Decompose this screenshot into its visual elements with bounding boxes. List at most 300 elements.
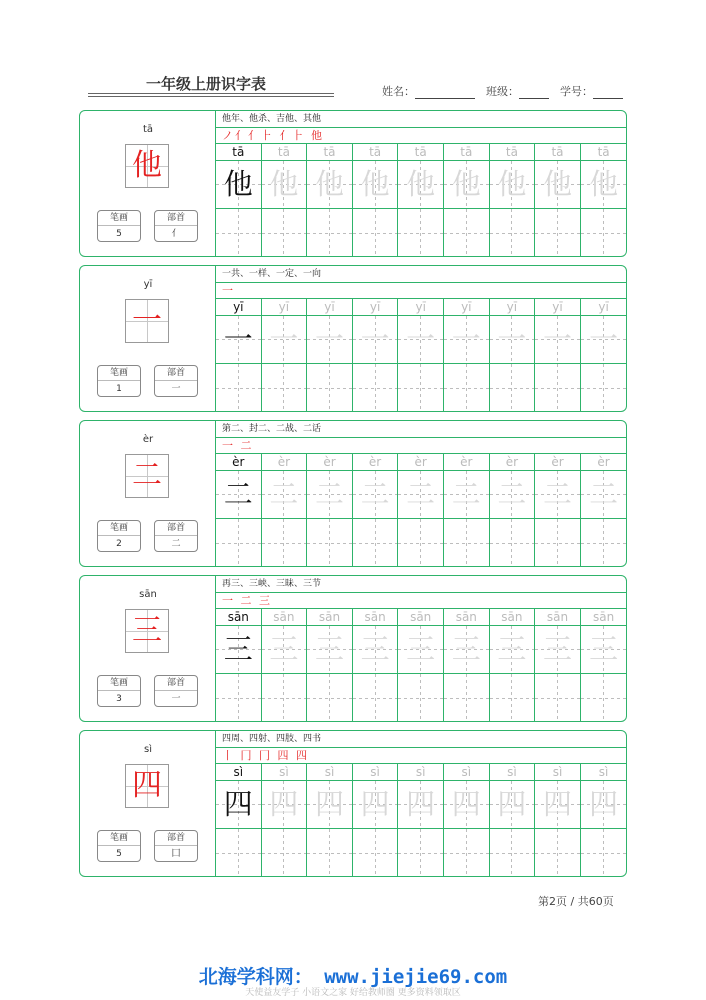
strokes-count: 1 bbox=[116, 384, 122, 394]
pinyin-trace: sì bbox=[353, 764, 398, 781]
empty-tianzige-box[interactable] bbox=[490, 364, 535, 412]
pinyin-trace: èr bbox=[535, 454, 580, 471]
tianzige-box[interactable] bbox=[535, 471, 580, 519]
tianzige-box[interactable] bbox=[353, 626, 398, 674]
char-display-box bbox=[125, 764, 169, 808]
tianzige-box[interactable] bbox=[262, 626, 307, 674]
footer-site[interactable]: 北海学科网： www.jiejie69.com bbox=[198, 966, 508, 988]
empty-tianzige-box[interactable] bbox=[581, 209, 627, 257]
pinyin-trace: sì bbox=[581, 764, 627, 781]
empty-tianzige-box[interactable] bbox=[444, 674, 489, 722]
char-main: 一 bbox=[132, 303, 162, 338]
tianzige-box[interactable] bbox=[216, 781, 261, 829]
pinyin-trace: tā bbox=[216, 144, 261, 161]
pinyin-trace: sì bbox=[398, 764, 443, 781]
empty-tianzige-box[interactable] bbox=[444, 519, 489, 567]
trace-char: 他 bbox=[314, 167, 344, 201]
char-main: 二 bbox=[132, 458, 162, 493]
practice-cell bbox=[262, 144, 308, 257]
strokes-box bbox=[97, 520, 141, 552]
pinyin-trace: èr bbox=[307, 454, 352, 471]
tianzige-box[interactable] bbox=[444, 161, 489, 209]
tianzige-box[interactable] bbox=[490, 626, 535, 674]
trace-char: 三 bbox=[542, 632, 572, 666]
empty-tianzige-box[interactable] bbox=[216, 209, 261, 257]
tianzige-box[interactable] bbox=[581, 626, 627, 674]
practice-cell bbox=[581, 144, 627, 257]
trace-char: 一 bbox=[589, 322, 619, 356]
char-pinyin: yī bbox=[143, 279, 153, 290]
tianzige-box[interactable] bbox=[444, 316, 489, 364]
char-card bbox=[79, 730, 627, 877]
tianzige-box[interactable] bbox=[262, 471, 307, 519]
pinyin-trace: èr bbox=[216, 454, 261, 471]
trace-char: 四 bbox=[497, 787, 527, 821]
empty-tianzige-box[interactable] bbox=[398, 209, 443, 257]
pinyin-trace: yī bbox=[216, 299, 261, 316]
practice-cell bbox=[398, 609, 444, 722]
tianzige-box[interactable] bbox=[444, 781, 489, 829]
tianzige-box[interactable] bbox=[216, 316, 261, 364]
practice-cell bbox=[216, 609, 262, 722]
trace-char: 他 bbox=[269, 167, 299, 201]
tianzige-box[interactable] bbox=[216, 161, 261, 209]
page-title: 一年级上册识字表 bbox=[146, 75, 267, 93]
empty-tianzige-box[interactable] bbox=[262, 829, 307, 877]
trace-char: 二 bbox=[451, 477, 481, 511]
practice-cell bbox=[307, 764, 353, 877]
trace-char: 一 bbox=[406, 322, 436, 356]
pinyin-trace: sì bbox=[490, 764, 535, 781]
practice-grid bbox=[216, 299, 627, 412]
strokes-label: 笔画 bbox=[98, 366, 140, 381]
practice-cell bbox=[490, 454, 536, 567]
example-words: 一共、一样、一定、一向 bbox=[216, 266, 627, 283]
pinyin-trace: tā bbox=[490, 144, 535, 161]
radical-label: 部首 bbox=[155, 831, 197, 846]
practice-cell bbox=[216, 299, 262, 412]
tianzige-box[interactable] bbox=[262, 316, 307, 364]
char-pinyin: sān bbox=[139, 589, 157, 600]
practice-cell bbox=[307, 144, 353, 257]
trace-char: 一 bbox=[451, 322, 481, 356]
tianzige-box[interactable] bbox=[535, 781, 580, 829]
empty-tianzige-box[interactable] bbox=[353, 674, 398, 722]
empty-tianzige-box[interactable] bbox=[581, 674, 627, 722]
pinyin-trace: tā bbox=[262, 144, 307, 161]
char-main: 三 bbox=[132, 613, 162, 648]
tianzige-box[interactable] bbox=[353, 471, 398, 519]
name-field bbox=[382, 83, 475, 99]
trace-char: 二 bbox=[269, 477, 299, 511]
empty-tianzige-box[interactable] bbox=[353, 209, 398, 257]
strokes-box bbox=[97, 675, 141, 707]
practice-grid bbox=[216, 609, 627, 722]
char-info-panel bbox=[80, 266, 216, 411]
pinyin-trace: sì bbox=[262, 764, 307, 781]
trace-char: 三 bbox=[497, 632, 527, 666]
practice-cell bbox=[535, 609, 581, 722]
tianzige-box[interactable] bbox=[444, 626, 489, 674]
practice-cell bbox=[307, 609, 353, 722]
char-display-box bbox=[125, 299, 169, 343]
pinyin-trace: sì bbox=[216, 764, 261, 781]
radical-box bbox=[154, 210, 198, 242]
practice-cell bbox=[216, 144, 262, 257]
pinyin-trace: sì bbox=[444, 764, 489, 781]
pinyin-trace: èr bbox=[581, 454, 627, 471]
radical-value: 一 bbox=[171, 384, 181, 394]
char-info-panel bbox=[80, 731, 216, 876]
empty-tianzige-box[interactable] bbox=[216, 829, 261, 877]
practice-cell bbox=[353, 764, 399, 877]
strokes-count: 2 bbox=[116, 539, 122, 549]
empty-tianzige-box[interactable] bbox=[216, 674, 261, 722]
radical-box bbox=[154, 520, 198, 552]
empty-tianzige-box[interactable] bbox=[535, 674, 580, 722]
trace-char: 一 bbox=[314, 322, 344, 356]
empty-tianzige-box[interactable] bbox=[581, 364, 627, 412]
char-main: 他 bbox=[132, 148, 162, 183]
char-display-box bbox=[125, 144, 169, 188]
pinyin-trace: tā bbox=[398, 144, 443, 161]
char-main: 四 bbox=[132, 768, 162, 803]
radical-label: 部首 bbox=[155, 211, 197, 226]
pinyin-trace: sān bbox=[353, 609, 398, 626]
trace-char: 他 bbox=[497, 167, 527, 201]
tianzige-box[interactable] bbox=[535, 626, 580, 674]
trace-char: 他 bbox=[360, 167, 390, 201]
radical-value: 囗 bbox=[171, 849, 181, 859]
tianzige-box[interactable] bbox=[262, 781, 307, 829]
practice-cell bbox=[262, 454, 308, 567]
empty-tianzige-box[interactable] bbox=[444, 829, 489, 877]
pinyin-trace: tā bbox=[444, 144, 489, 161]
char-info-panel bbox=[80, 111, 216, 256]
tianzige-box[interactable] bbox=[581, 161, 627, 209]
empty-tianzige-box[interactable] bbox=[490, 209, 535, 257]
empty-tianzige-box[interactable] bbox=[581, 519, 627, 567]
practice-cell bbox=[444, 144, 490, 257]
char-card bbox=[79, 575, 627, 722]
pinyin-trace: èr bbox=[444, 454, 489, 471]
trace-char: 四 bbox=[314, 787, 344, 821]
practice-cell bbox=[398, 299, 444, 412]
practice-cell bbox=[490, 144, 536, 257]
stroke-order: ノ亻亻⺊ 亻⺊ 他 bbox=[216, 128, 627, 144]
strokes-box bbox=[97, 210, 141, 242]
trace-char: 四 bbox=[360, 787, 390, 821]
tianzige-box[interactable] bbox=[490, 471, 535, 519]
tianzige-box[interactable] bbox=[307, 316, 352, 364]
practice-grid bbox=[216, 454, 627, 567]
empty-tianzige-box[interactable] bbox=[535, 519, 580, 567]
trace-char: 一 bbox=[223, 322, 253, 356]
radical-value: 一 bbox=[171, 694, 181, 704]
practice-cell bbox=[216, 764, 262, 877]
trace-char: 二 bbox=[589, 477, 619, 511]
practice-cell bbox=[535, 764, 581, 877]
tianzige-box[interactable] bbox=[490, 781, 535, 829]
empty-tianzige-box[interactable] bbox=[490, 519, 535, 567]
tianzige-box[interactable] bbox=[398, 781, 443, 829]
practice-cell bbox=[216, 454, 262, 567]
empty-tianzige-box[interactable] bbox=[262, 674, 307, 722]
pinyin-trace: yī bbox=[398, 299, 443, 316]
radical-value: 二 bbox=[171, 539, 181, 549]
pinyin-trace: sān bbox=[444, 609, 489, 626]
empty-tianzige-box[interactable] bbox=[262, 364, 307, 412]
example-words: 他年、他杀、吉他、其他 bbox=[216, 111, 627, 128]
tianzige-box[interactable] bbox=[535, 161, 580, 209]
stroke-order: 丨 冂 冂 四 四 bbox=[216, 748, 627, 764]
tianzige-box[interactable] bbox=[581, 316, 627, 364]
trace-char: 四 bbox=[589, 787, 619, 821]
empty-tianzige-box[interactable] bbox=[444, 364, 489, 412]
practice-cell bbox=[353, 454, 399, 567]
tianzige-box[interactable] bbox=[353, 316, 398, 364]
strokes-label: 笔画 bbox=[98, 831, 140, 846]
strokes-box bbox=[97, 365, 141, 397]
title-underline bbox=[88, 96, 334, 97]
practice-cell bbox=[490, 764, 536, 877]
pinyin-trace: sān bbox=[262, 609, 307, 626]
trace-char: 二 bbox=[360, 477, 390, 511]
number-label: 学号： bbox=[560, 85, 593, 98]
pinyin-trace: sān bbox=[398, 609, 443, 626]
practice-cell bbox=[535, 299, 581, 412]
practice-cell bbox=[444, 609, 490, 722]
char-card bbox=[79, 265, 627, 412]
pinyin-trace: sì bbox=[535, 764, 580, 781]
practice-cell bbox=[307, 299, 353, 412]
title-underline bbox=[88, 93, 334, 94]
radical-value: 亻 bbox=[171, 229, 181, 239]
trace-char: 四 bbox=[542, 787, 572, 821]
empty-tianzige-box[interactable] bbox=[444, 209, 489, 257]
practice-cell bbox=[444, 764, 490, 877]
char-info-panel bbox=[80, 421, 216, 566]
tianzige-box[interactable] bbox=[490, 161, 535, 209]
empty-tianzige-box[interactable] bbox=[307, 829, 352, 877]
pinyin-trace: èr bbox=[353, 454, 398, 471]
pinyin-trace: yī bbox=[444, 299, 489, 316]
radical-box bbox=[154, 365, 198, 397]
class-label: 班级： bbox=[486, 85, 519, 98]
number-field bbox=[560, 83, 623, 99]
pinyin-trace: tā bbox=[581, 144, 627, 161]
practice-cell bbox=[353, 299, 399, 412]
trace-char: 三 bbox=[589, 632, 619, 666]
trace-char: 二 bbox=[497, 477, 527, 511]
empty-tianzige-box[interactable] bbox=[398, 674, 443, 722]
pinyin-trace: sān bbox=[307, 609, 352, 626]
pinyin-trace: yī bbox=[307, 299, 352, 316]
tianzige-box[interactable] bbox=[398, 471, 443, 519]
trace-char: 他 bbox=[451, 167, 481, 201]
pinyin-trace: sān bbox=[216, 609, 261, 626]
empty-tianzige-box[interactable] bbox=[535, 364, 580, 412]
practice-cell bbox=[535, 144, 581, 257]
pinyin-trace: tā bbox=[353, 144, 398, 161]
tianzige-box[interactable] bbox=[307, 161, 352, 209]
char-pinyin: tā bbox=[142, 124, 154, 135]
pinyin-trace: tā bbox=[307, 144, 352, 161]
trace-char: 一 bbox=[269, 322, 299, 356]
example-words: 四周、四射、四肢、四书 bbox=[216, 731, 627, 748]
pinyin-trace: tā bbox=[535, 144, 580, 161]
trace-char: 三 bbox=[314, 632, 344, 666]
trace-char: 三 bbox=[406, 632, 436, 666]
char-display-box bbox=[125, 454, 169, 498]
practice-cell bbox=[581, 609, 627, 722]
practice-cell bbox=[444, 299, 490, 412]
empty-tianzige-box[interactable] bbox=[262, 519, 307, 567]
tianzige-box[interactable] bbox=[398, 316, 443, 364]
char-info-panel bbox=[80, 576, 216, 721]
trace-char: 他 bbox=[542, 167, 572, 201]
empty-tianzige-box[interactable] bbox=[353, 364, 398, 412]
tianzige-box[interactable] bbox=[581, 781, 627, 829]
practice-cell bbox=[262, 299, 308, 412]
empty-tianzige-box[interactable] bbox=[398, 519, 443, 567]
strokes-count: 3 bbox=[116, 694, 122, 704]
empty-tianzige-box[interactable] bbox=[581, 829, 627, 877]
trace-char: 二 bbox=[314, 477, 344, 511]
class-blank[interactable] bbox=[519, 87, 549, 99]
tianzige-box[interactable] bbox=[216, 626, 261, 674]
example-words: 第二、封二、二战、二话 bbox=[216, 421, 627, 438]
trace-char: 四 bbox=[406, 787, 436, 821]
empty-tianzige-box[interactable] bbox=[307, 364, 352, 412]
practice-cell bbox=[581, 454, 627, 567]
char-display-box bbox=[125, 609, 169, 653]
tianzige-box[interactable] bbox=[262, 161, 307, 209]
tianzige-box[interactable] bbox=[353, 161, 398, 209]
radical-label: 部首 bbox=[155, 521, 197, 536]
tianzige-box[interactable] bbox=[535, 316, 580, 364]
tianzige-box[interactable] bbox=[398, 626, 443, 674]
trace-char: 他 bbox=[223, 167, 253, 201]
empty-tianzige-box[interactable] bbox=[353, 829, 398, 877]
radical-box bbox=[154, 830, 198, 862]
empty-tianzige-box[interactable] bbox=[307, 209, 352, 257]
radical-label: 部首 bbox=[155, 366, 197, 381]
strokes-label: 笔画 bbox=[98, 211, 140, 226]
stroke-order: 一 二 三 bbox=[216, 593, 627, 609]
empty-tianzige-box[interactable] bbox=[490, 674, 535, 722]
practice-cell bbox=[535, 454, 581, 567]
number-blank[interactable] bbox=[593, 87, 623, 99]
trace-char: 一 bbox=[497, 322, 527, 356]
tianzige-box[interactable] bbox=[307, 626, 352, 674]
strokes-count: 5 bbox=[116, 229, 122, 239]
practice-cell bbox=[581, 299, 627, 412]
empty-tianzige-box[interactable] bbox=[307, 674, 352, 722]
empty-tianzige-box[interactable] bbox=[398, 829, 443, 877]
trace-char: 四 bbox=[269, 787, 299, 821]
empty-tianzige-box[interactable] bbox=[535, 829, 580, 877]
practice-cell bbox=[444, 454, 490, 567]
stroke-order: 一 二 bbox=[216, 438, 627, 454]
trace-char: 四 bbox=[223, 787, 253, 821]
pinyin-trace: sān bbox=[490, 609, 535, 626]
practice-cell bbox=[353, 609, 399, 722]
stroke-order: 一 bbox=[216, 283, 627, 299]
name-blank[interactable] bbox=[415, 87, 475, 99]
example-words: 再三、三峡、三昧、三节 bbox=[216, 576, 627, 593]
strokes-label: 笔画 bbox=[98, 676, 140, 691]
practice-grid bbox=[216, 764, 627, 877]
tianzige-box[interactable] bbox=[444, 471, 489, 519]
pinyin-trace: yī bbox=[262, 299, 307, 316]
char-card bbox=[79, 420, 627, 567]
pinyin-trace: yī bbox=[535, 299, 580, 316]
trace-char: 三 bbox=[360, 632, 390, 666]
empty-tianzige-box[interactable] bbox=[490, 829, 535, 877]
empty-tianzige-box[interactable] bbox=[353, 519, 398, 567]
tianzige-box[interactable] bbox=[490, 316, 535, 364]
trace-char: 二 bbox=[406, 477, 436, 511]
practice-cell bbox=[581, 764, 627, 877]
trace-char: 三 bbox=[223, 632, 253, 666]
pinyin-trace: sì bbox=[307, 764, 352, 781]
strokes-count: 5 bbox=[116, 849, 122, 859]
empty-tianzige-box[interactable] bbox=[216, 364, 261, 412]
strokes-box bbox=[97, 830, 141, 862]
footer-subtext: 天使益友学子 小语文之家 好给教师圈 更多资料领取区 bbox=[245, 988, 461, 998]
radical-label: 部首 bbox=[155, 676, 197, 691]
trace-char: 三 bbox=[451, 632, 481, 666]
trace-char: 一 bbox=[360, 322, 390, 356]
practice-cell bbox=[398, 764, 444, 877]
trace-char: 二 bbox=[542, 477, 572, 511]
char-card bbox=[79, 110, 627, 257]
trace-char: 三 bbox=[269, 632, 299, 666]
tianzige-box[interactable] bbox=[581, 471, 627, 519]
practice-cell bbox=[398, 454, 444, 567]
empty-tianzige-box[interactable] bbox=[535, 209, 580, 257]
practice-grid bbox=[216, 144, 627, 257]
char-pinyin: èr bbox=[142, 434, 154, 445]
pinyin-trace: yī bbox=[490, 299, 535, 316]
trace-char: 四 bbox=[451, 787, 481, 821]
empty-tianzige-box[interactable] bbox=[398, 364, 443, 412]
empty-tianzige-box[interactable] bbox=[216, 519, 261, 567]
tianzige-box[interactable] bbox=[398, 161, 443, 209]
practice-cell bbox=[262, 609, 308, 722]
page-number: 第2页 / 共60页 bbox=[538, 895, 614, 908]
pinyin-trace: èr bbox=[398, 454, 443, 471]
tianzige-box[interactable] bbox=[307, 471, 352, 519]
class-field bbox=[486, 83, 549, 99]
pinyin-trace: yī bbox=[353, 299, 398, 316]
pinyin-trace: yī bbox=[581, 299, 627, 316]
empty-tianzige-box[interactable] bbox=[307, 519, 352, 567]
tianzige-box[interactable] bbox=[307, 781, 352, 829]
empty-tianzige-box[interactable] bbox=[262, 209, 307, 257]
practice-cell bbox=[262, 764, 308, 877]
name-label: 姓名： bbox=[382, 85, 415, 98]
trace-char: 一 bbox=[542, 322, 572, 356]
char-pinyin: sì bbox=[144, 744, 152, 755]
tianzige-box[interactable] bbox=[216, 471, 261, 519]
trace-char: 二 bbox=[223, 477, 253, 511]
practice-cell bbox=[307, 454, 353, 567]
tianzige-box[interactable] bbox=[353, 781, 398, 829]
strokes-label: 笔画 bbox=[98, 521, 140, 536]
practice-cell bbox=[398, 144, 444, 257]
